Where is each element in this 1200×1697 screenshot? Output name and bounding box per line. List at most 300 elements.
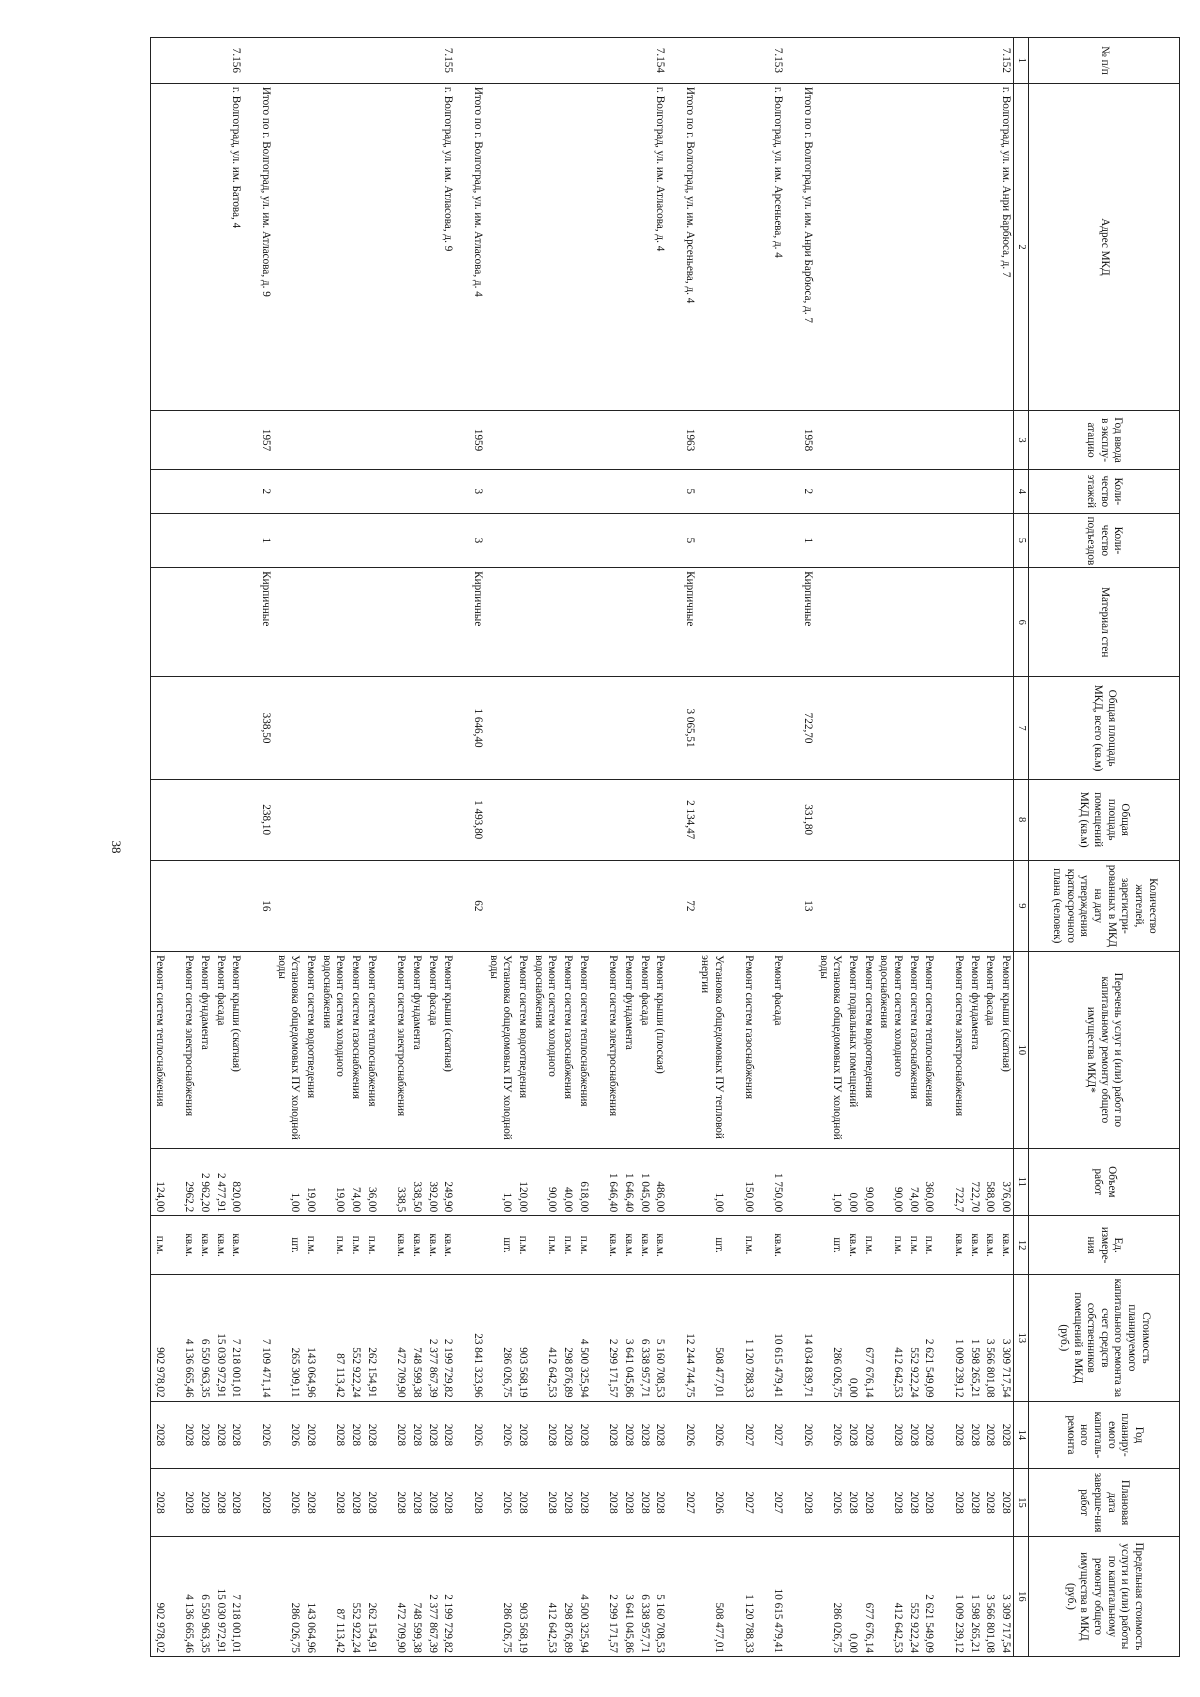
work-name [469,952,485,1148]
work-row [740,38,756,1657]
work-cost: 143 064,96 [302,1275,318,1402]
work-name: Ремонт систем электроснабжения [393,952,409,1148]
year-built [876,411,905,470]
repair-plan-table [150,37,1180,1657]
row-number [393,38,409,84]
entrances: 1 [257,513,273,568]
spacer-cell [667,470,681,514]
work-volume: 618,00 [575,1148,591,1216]
wall-material [393,568,409,677]
year-built [228,411,244,470]
wall-material [530,568,559,677]
repair-year: 2026 [815,1401,844,1469]
work-row [318,38,347,1657]
floors [966,470,982,514]
header-num: № п/п [1029,38,1180,84]
work-cost: 265 309,11 [273,1275,302,1402]
repair-year: 2028 [530,1401,559,1469]
work-volume: 392,00 [424,1148,440,1216]
floors [273,470,302,514]
work-row [514,38,530,1657]
floors: 2 [799,470,815,514]
work-row [860,38,876,1657]
spacer-cell [379,1469,393,1537]
work-volume: 1,00 [485,1148,514,1216]
repair-year: 2026 [697,1401,726,1469]
rooms-area [636,779,652,860]
spacer-cell [455,952,469,1148]
work-unit: кв.м. [997,1216,1013,1275]
year-built [273,411,302,470]
work-volume: 74,00 [347,1148,363,1216]
address [424,83,440,410]
residents [921,860,937,952]
spacer-cell [785,470,799,514]
work-name: Ремонт систем холодного водоснабжения [318,952,347,1148]
rooms-area [740,779,756,860]
work-volume: 2 477,91 [212,1148,228,1216]
work-volume: 40,00 [559,1148,575,1216]
floors [860,470,876,514]
repair-year: 2026 [485,1401,514,1469]
row-number [559,38,575,84]
wall-material: Кирпичные [681,568,697,677]
spacer-cell [167,1401,181,1469]
address [815,83,844,410]
entrances [273,513,302,568]
work-volume: 820,00 [228,1148,244,1216]
address [966,83,982,410]
row-number: 7.155 [440,38,456,84]
work-volume: 486,00 [652,1148,668,1216]
spacer-cell [591,83,605,410]
wall-material [424,568,440,677]
rooms-area [876,779,905,860]
year-built [302,411,318,470]
year-built [982,411,998,470]
end-date: 2028 [905,1469,921,1537]
work-name: Ремонт фасада [982,952,998,1148]
rooms-area [905,779,921,860]
work-name: Ремонт систем газоснабжения [740,952,756,1148]
work-volume: 1 750,00 [770,1148,786,1216]
repair-year: 2028 [559,1401,575,1469]
spacer-cell [726,411,740,470]
end-date: 2028 [257,1469,273,1537]
work-name: Ремонт систем теплоснабжения [363,952,379,1148]
total-area [997,677,1013,780]
total-area [151,677,167,780]
floors [228,470,244,514]
wall-material: Кирпичные [799,568,815,677]
work-name: Ремонт крыши (скатная) [440,952,456,1148]
limit-cost: 286 026,75 [485,1536,514,1656]
wall-material: Кирпичные [469,568,485,677]
work-cost: 286 026,75 [485,1275,514,1402]
end-date: 2026 [485,1469,514,1537]
wall-material [740,568,756,677]
work-volume: 338,50 [408,1148,424,1216]
residents [636,860,652,952]
address: г. Волгоград, ул. им. Арсеньева, д. 4 [770,83,786,410]
column-number: 3 [1014,411,1029,470]
spacer-cell [455,38,469,84]
header-volume: Объем работ [1029,1148,1180,1216]
spacer-cell [455,677,469,780]
spacer-cell [756,1469,770,1537]
work-unit [799,1216,815,1275]
limit-cost [469,1536,485,1656]
work-unit: п.м. [740,1216,756,1275]
rooms-area [228,779,244,860]
spacer-cell [455,513,469,568]
work-row [347,38,363,1657]
row-number [697,38,726,84]
spacer-cell [936,568,950,677]
repair-year: 2028 [440,1401,456,1469]
spacer-cell [243,1275,257,1402]
address [530,83,559,410]
entrances [485,513,514,568]
spacer-cell [785,1536,799,1656]
spacer-cell [936,779,950,860]
limit-cost: 1 598 265,21 [966,1536,982,1656]
work-row [697,38,726,1657]
floors [620,470,636,514]
spacer-cell [455,1275,469,1402]
residents [440,860,456,952]
repair-year: 2028 [393,1401,409,1469]
address [620,83,636,410]
work-cost: 1 120 788,33 [740,1275,756,1402]
work-unit: кв.м. [212,1216,228,1275]
work-row [440,38,456,1657]
work-name: Ремонт фундамента [196,952,212,1148]
wall-material [318,568,347,677]
spacer-cell [243,1469,257,1537]
repair-year: 2028 [605,1401,621,1469]
spacer-cell [379,860,393,952]
work-unit: п.м. [151,1216,167,1275]
year-built [997,411,1013,470]
limit-cost: 0,00 [844,1536,860,1656]
floors [982,470,998,514]
repair-year: 2026 [257,1401,273,1469]
header-entrances: Коли-чество подъездов [1029,513,1180,568]
work-cost: 14 034 839,71 [799,1275,815,1402]
work-unit: кв.м. [440,1216,456,1275]
end-date: 2028 [982,1469,998,1537]
total-area: 722,70 [799,677,815,780]
entrances [530,513,559,568]
entrances [181,513,197,568]
rooms-area [950,779,966,860]
spacer-cell [785,38,799,84]
floors [485,470,514,514]
residents [876,860,905,952]
total-area [318,677,347,780]
rooms-area [815,779,844,860]
spacer-cell [591,677,605,780]
rooms-area [181,779,197,860]
spacer-cell [167,1216,181,1275]
spacer-cell [785,1275,799,1402]
address [318,83,347,410]
work-volume: 2962,2 [181,1148,197,1216]
row-number [605,38,621,84]
year-built [559,411,575,470]
total-area [921,677,937,780]
rooms-area [921,779,937,860]
spacer-cell [167,83,181,410]
spacer-cell [243,779,257,860]
work-unit: кв.м. [228,1216,244,1275]
end-date: 2028 [559,1469,575,1537]
wall-material [363,568,379,677]
spacer-row [756,38,770,1657]
wall-material [181,568,197,677]
total-area: 3 065,51 [681,677,697,780]
year-built [844,411,860,470]
spacer-cell [591,952,605,1148]
rooms-area [347,779,363,860]
work-volume: 120,00 [514,1148,530,1216]
total-area [393,677,409,780]
rooms-area [844,779,860,860]
spacer-cell [379,513,393,568]
column-number: 2 [1014,83,1029,410]
wall-material [212,568,228,677]
total-area [408,677,424,780]
spacer-cell [936,411,950,470]
end-date: 2028 [228,1469,244,1537]
rooms-area [652,779,668,860]
row-number [408,38,424,84]
spacer-cell [936,1401,950,1469]
work-name: Установка общедомовых ПУ холодной воды [485,952,514,1148]
year-built [921,411,937,470]
address: Итого по г. Волгоград, ул. им. Арсеньева, д. 4 [681,83,697,410]
end-date: 2028 [605,1469,621,1537]
repair-year: 2028 [363,1401,379,1469]
limit-cost: 677 676,14 [860,1536,876,1656]
residents [424,860,440,952]
end-date: 2028 [318,1469,347,1537]
column-number: 16 [1014,1536,1029,1656]
spacer-cell [379,1536,393,1656]
entrances: 1 [799,513,815,568]
floors [212,470,228,514]
spacer-cell [936,1275,950,1402]
work-unit: кв.м. [424,1216,440,1275]
entrances [196,513,212,568]
address [982,83,998,410]
repair-year: 2028 [997,1401,1013,1469]
rooms-area [559,779,575,860]
work-name: Ремонт фасада [424,952,440,1148]
limit-cost: 3 641 045,86 [620,1536,636,1656]
address [740,83,756,410]
end-date: 2026 [815,1469,844,1537]
residents [363,860,379,952]
work-unit [257,1216,273,1275]
spacer-row [379,38,393,1657]
work-cost: 12 244 744,75 [681,1275,697,1402]
limit-cost: 552 922,24 [347,1536,363,1656]
entrances [151,513,167,568]
column-number: 13 [1014,1275,1029,1402]
wall-material [966,568,982,677]
year-built [424,411,440,470]
spacer-cell [936,38,950,84]
work-unit: кв.м. [393,1216,409,1275]
work-volume: 19,00 [318,1148,347,1216]
work-name: Ремонт систем электроснабжения [181,952,197,1148]
spacer-cell [726,83,740,410]
repair-year: 2028 [860,1401,876,1469]
wall-material [950,568,966,677]
work-unit [681,1216,697,1275]
limit-cost: 1 120 788,33 [740,1536,756,1656]
spacer-cell [726,860,740,952]
work-row [844,38,860,1657]
total-area [966,677,982,780]
repair-year: 2028 [318,1401,347,1469]
floors: 5 [681,470,697,514]
work-row [815,38,844,1657]
address [363,83,379,410]
column-number: 6 [1014,568,1029,677]
work-volume: 36,00 [363,1148,379,1216]
spacer-cell [243,568,257,677]
row-number [212,38,228,84]
work-name: Ремонт крыши (скатная) [228,952,244,1148]
spacer-cell [243,1536,257,1656]
end-date: 2028 [424,1469,440,1537]
work-cost: 508 477,01 [697,1275,726,1402]
end-date: 2028 [440,1469,456,1537]
spacer-cell [167,952,181,1148]
spacer-cell [667,38,681,84]
limit-cost: 748 599,38 [408,1536,424,1656]
repair-year: 2026 [681,1401,697,1469]
spacer-cell [936,83,950,410]
work-volume [681,1148,697,1216]
limit-cost: 412 642,53 [530,1536,559,1656]
total-area [652,677,668,780]
address: Итого по г. Волгоград, ул. им. Атласова, д. 4 [469,83,485,410]
repair-year: 2026 [273,1401,302,1469]
work-row [966,38,982,1657]
column-number: 7 [1014,677,1029,780]
address [950,83,966,410]
wall-material [408,568,424,677]
address [844,83,860,410]
spacer-row [785,38,799,1657]
rooms-area [393,779,409,860]
spacer-cell [756,568,770,677]
limit-cost: 2 299 171,57 [605,1536,621,1656]
work-unit: кв.м. [652,1216,668,1275]
year-built [697,411,726,470]
address [347,83,363,410]
work-name: Ремонт систем теплоснабжения [921,952,937,1148]
floors [318,470,347,514]
limit-cost: 15 030 972,91 [212,1536,228,1656]
floors: 2 [257,470,273,514]
entrances [212,513,228,568]
spacer-row [667,38,681,1657]
address [605,83,621,410]
rooms-area [151,779,167,860]
spacer-cell [591,1536,605,1656]
spacer-cell [756,1216,770,1275]
end-date: 2028 [876,1469,905,1537]
header-total-area: Общая площадь МКД, всего (кв.м) [1029,677,1180,780]
repair-year: 2028 [620,1401,636,1469]
spacer-cell [726,952,740,1148]
spacer-cell [756,952,770,1148]
repair-year: 2028 [228,1401,244,1469]
column-number: 14 [1014,1401,1029,1469]
row-number [982,38,998,84]
row-number [876,38,905,84]
spacer-cell [667,952,681,1148]
work-volume: 1,00 [697,1148,726,1216]
work-volume [469,1148,485,1216]
entrances [844,513,860,568]
entrances [652,513,668,568]
spacer-cell [591,860,605,952]
table-header [1014,38,1180,1657]
floors [181,470,197,514]
wall-material [636,568,652,677]
entrances [860,513,876,568]
spacer-cell [455,568,469,677]
spacer-cell [726,568,740,677]
limit-cost: 412 642,53 [876,1536,905,1656]
row-number [921,38,937,84]
work-row [530,38,559,1657]
spacer-cell [936,513,950,568]
spacer-cell [379,1148,393,1216]
spacer-cell [379,38,393,84]
work-unit: кв.м. [408,1216,424,1275]
wall-material [605,568,621,677]
residents [982,860,998,952]
repair-year: 2028 [876,1401,905,1469]
residents [181,860,197,952]
row-number [799,38,815,84]
column-number: 15 [1014,1469,1029,1537]
row-number: 7.154 [652,38,668,84]
spacer-cell [936,1536,950,1656]
spacer-cell [591,38,605,84]
entrances: 3 [469,513,485,568]
repair-year: 2026 [799,1401,815,1469]
work-name: Ремонт систем водоотведения [860,952,876,1148]
work-unit: шт. [815,1216,844,1275]
work-name: Ремонт систем водоотведения [514,952,530,1148]
spacer-cell [667,1401,681,1469]
rooms-area [408,779,424,860]
residents [966,860,982,952]
residents [514,860,530,952]
residents: 62 [469,860,485,952]
wall-material [921,568,937,677]
spacer-cell [167,38,181,84]
entrances [228,513,244,568]
